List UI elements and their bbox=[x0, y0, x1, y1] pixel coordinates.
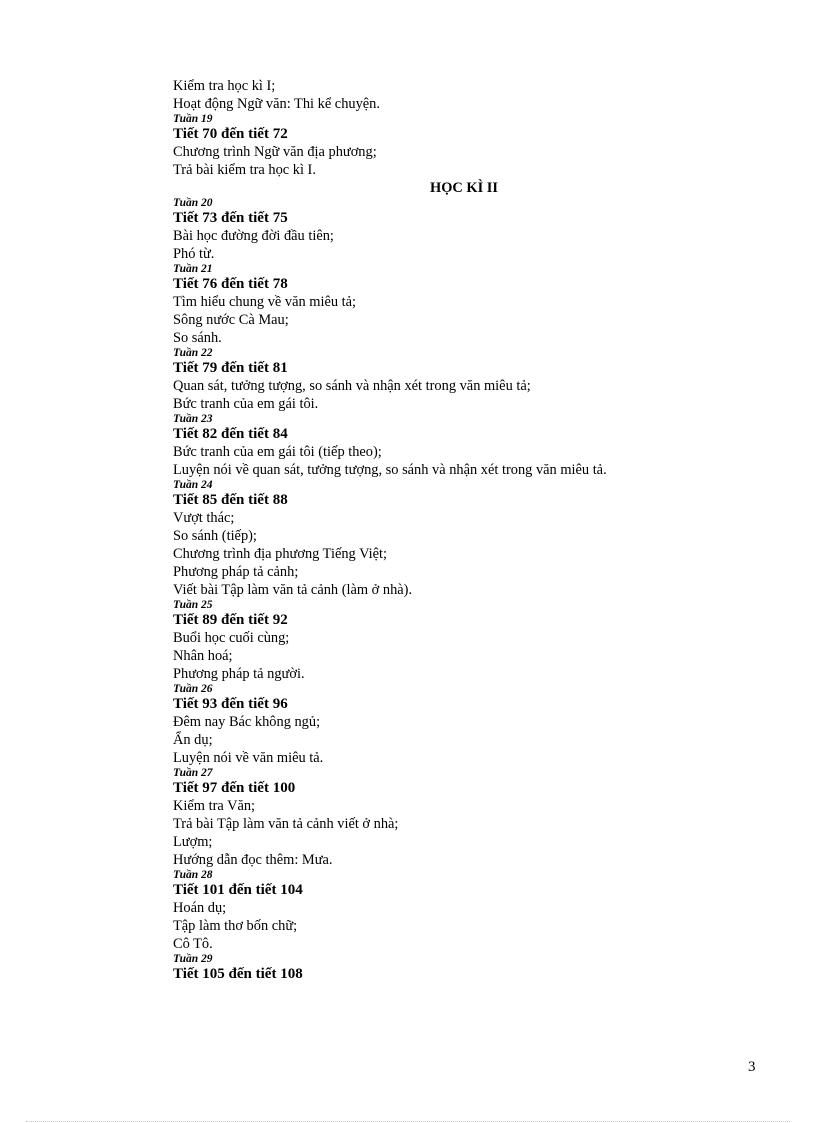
content-line: Buổi học cuối cùng; bbox=[173, 630, 290, 646]
week-label: Tuần 22 bbox=[173, 347, 213, 359]
period-range-heading: Tiết 89 đến tiết 92 bbox=[173, 612, 288, 628]
content-line: Hoán dụ; bbox=[173, 900, 227, 916]
content-line: Kiểm tra Văn; bbox=[173, 798, 256, 814]
period-range-heading: Tiết 97 đến tiết 100 bbox=[173, 780, 296, 796]
week-label: Tuần 20 bbox=[173, 197, 213, 209]
week-label: Tuần 29 bbox=[173, 953, 213, 965]
content-line: Chương trình Ngữ văn địa phương; bbox=[173, 144, 377, 160]
week-label: Tuần 28 bbox=[173, 869, 213, 881]
content-line: Trả bài kiểm tra học kì I. bbox=[173, 162, 316, 178]
period-range-heading: Tiết 79 đến tiết 81 bbox=[173, 360, 288, 376]
content-line: Hoạt động Ngữ văn: Thi kể chuyện. bbox=[173, 96, 380, 112]
content-line: Trả bài Tập làm văn tả cảnh viết ở nhà; bbox=[173, 816, 399, 832]
content-line: Bức tranh của em gái tôi (tiếp theo); bbox=[173, 444, 382, 460]
content-line: Phương pháp tả cảnh; bbox=[173, 564, 299, 580]
content-line: Luyện nói về quan sát, tưởng tượng, so sánh và nhận xét trong văn miêu tả. bbox=[173, 462, 607, 478]
content-line: Quan sát, tưởng tượng, so sánh và nhận xét trong văn miêu tả; bbox=[173, 378, 531, 394]
period-range-heading: Tiết 105 đến tiết 108 bbox=[173, 966, 303, 982]
page-bottom-rule bbox=[26, 1121, 790, 1122]
content-line: Kiểm tra học kì I; bbox=[173, 78, 276, 94]
content-line: Vượt thác; bbox=[173, 510, 235, 526]
content-line: Lượm; bbox=[173, 834, 213, 850]
content-line: Tập làm thơ bốn chữ; bbox=[173, 918, 298, 934]
content-line: Viết bài Tập làm văn tả cảnh (làm ở nhà). bbox=[173, 582, 413, 598]
content-line: Phương pháp tả người. bbox=[173, 666, 305, 682]
week-label: Tuần 19 bbox=[173, 113, 213, 125]
week-label: Tuần 27 bbox=[173, 767, 213, 779]
content-line: Nhân hoá; bbox=[173, 648, 233, 664]
content-line: Hướng dẫn đọc thêm: Mưa. bbox=[173, 852, 333, 868]
semester-heading: HỌC KÌ II bbox=[430, 180, 498, 196]
content-line: Đêm nay Bác không ngủ; bbox=[173, 714, 321, 730]
document-body bbox=[173, 77, 733, 983]
content-line: Luyện nói về văn miêu tả. bbox=[173, 750, 324, 766]
content-line: Cô Tô. bbox=[173, 936, 213, 952]
content-line: Chương trình địa phương Tiếng Việt; bbox=[173, 546, 387, 562]
content-line: Phó từ. bbox=[173, 246, 215, 262]
week-label: Tuần 23 bbox=[173, 413, 213, 425]
content-line: Sông nước Cà Mau; bbox=[173, 312, 289, 328]
period-range-heading: Tiết 70 đến tiết 72 bbox=[173, 126, 288, 142]
content-line: So sánh. bbox=[173, 330, 222, 346]
period-range-heading: Tiết 73 đến tiết 75 bbox=[173, 210, 288, 226]
week-label: Tuần 25 bbox=[173, 599, 213, 611]
content-line: Ẩn dụ; bbox=[173, 732, 213, 748]
content-line: Bức tranh của em gái tôi. bbox=[173, 396, 319, 412]
page-number: 3 bbox=[748, 1059, 756, 1075]
period-range-heading: Tiết 82 đến tiết 84 bbox=[173, 426, 288, 442]
content-line: Tìm hiểu chung về văn miêu tả; bbox=[173, 294, 357, 310]
period-range-heading: Tiết 85 đến tiết 88 bbox=[173, 492, 288, 508]
week-label: Tuần 26 bbox=[173, 683, 213, 695]
week-label: Tuần 24 bbox=[173, 479, 213, 491]
period-range-heading: Tiết 101 đến tiết 104 bbox=[173, 882, 303, 898]
content-line: Bài học đường đời đầu tiên; bbox=[173, 228, 334, 244]
period-range-heading: Tiết 93 đến tiết 96 bbox=[173, 696, 288, 712]
period-range-heading: Tiết 76 đến tiết 78 bbox=[173, 276, 288, 292]
week-label: Tuần 21 bbox=[173, 263, 213, 275]
content-line: So sánh (tiếp); bbox=[173, 528, 257, 544]
